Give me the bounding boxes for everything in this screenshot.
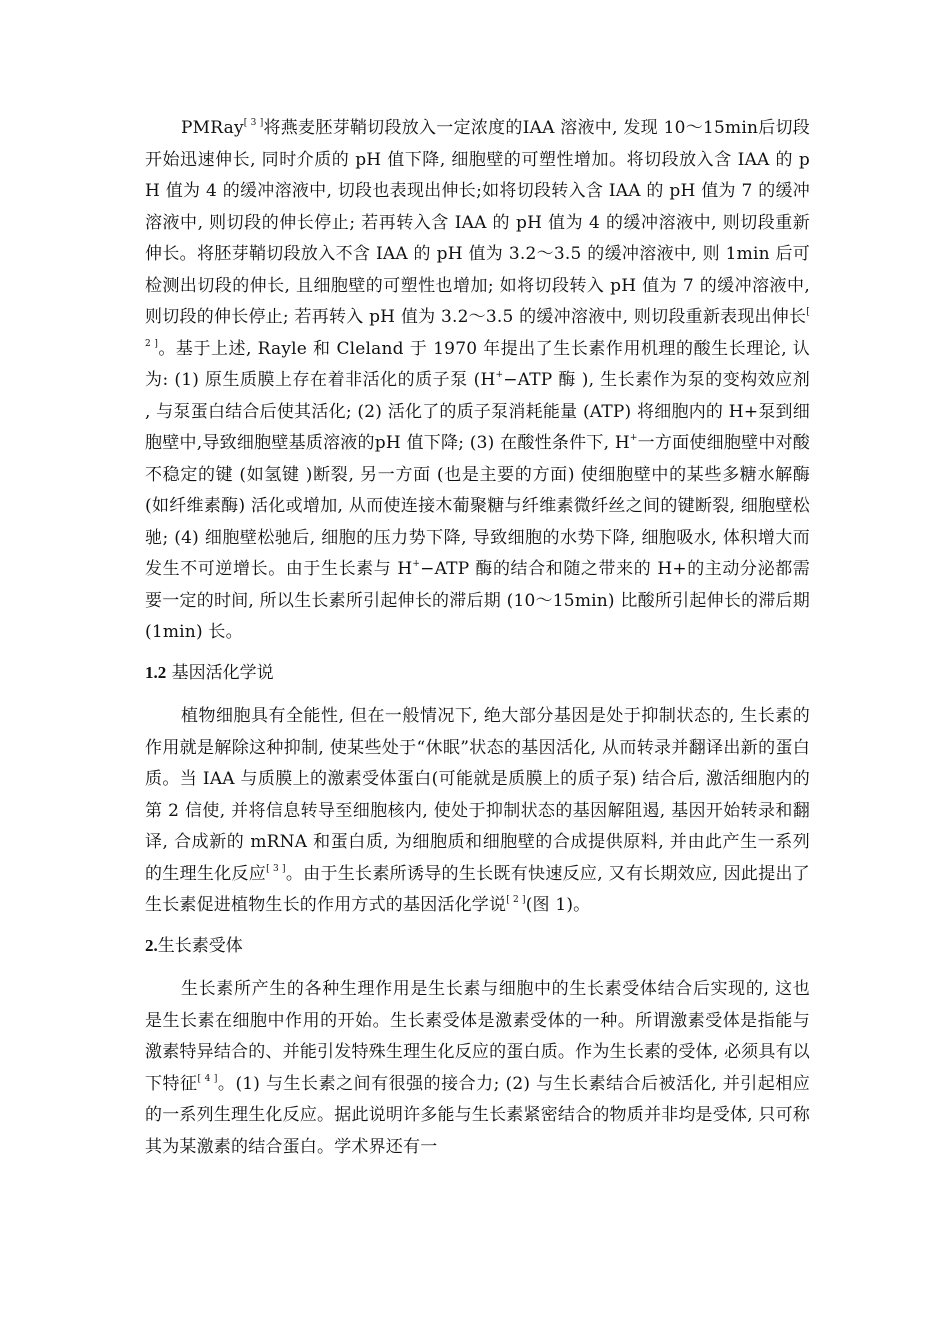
text-run: 。由于生长素所诱导的生长既有快速反应, 又有长期效应, 因此提出了生长素促进植物生长的作用方式的基因活化学说 bbox=[145, 863, 810, 915]
paragraph-acid-growth-theory bbox=[145, 113, 810, 649]
citation-ref: [ 3 ] bbox=[266, 863, 286, 874]
document-page bbox=[145, 113, 810, 1163]
paragraph-auxin-receptor bbox=[145, 974, 810, 1163]
text-run: (图 1)。 bbox=[525, 895, 591, 915]
section-heading-1-2 bbox=[145, 657, 810, 690]
text-run: 。基于上述, Rayle 和 Cleland 于 1970 年提出了生长素作用机理的酸生长理论, 认为: (1) 原生质膜上存在着非活化的质子泵 (H bbox=[145, 338, 811, 390]
citation-ref: [ 3 ] bbox=[243, 118, 264, 128]
section-number: 2. bbox=[145, 935, 158, 955]
text-run: −ATP 酶的结合和随之带来的 H+的主动分泌都需要一定的时间, 所以生长素所引起伸长的滞后期 (10～15min) 比酸所引起伸长的滞后期 (1min) 长。 bbox=[145, 559, 810, 642]
superscript-plus: + bbox=[412, 559, 421, 569]
section-heading-2 bbox=[145, 930, 810, 963]
superscript-plus: + bbox=[495, 370, 504, 380]
paragraph-gene-activation bbox=[145, 701, 810, 922]
text-run: 生长素所产生的各种生理作用是生长素与细胞中的生长素受体结合后实现的, 这也是生长素在细胞中作用的开始。生长素受体是激素受体的一种。所谓激素受体是指能与激素特异结合的、并能引发特殊生理生化反应的蛋白质。作为生长素的受体, 必须具有以下特征 bbox=[145, 979, 810, 1094]
citation-ref: [ 2 ] bbox=[145, 307, 810, 349]
text-run: 植物细胞具有全能性, 但在一般情况下, 绝大部分基因是处于抑制状态的, 生长素的作用就是解除这种抑制, 使某些处于“休眠”状态的基因活化, 从而转录并翻译出新的蛋白质。当 IAA 与质膜上的激素受体蛋白(可能就是质膜上的质子泵) 结合后, 激活细胞内的第 2 信使, 并将信息转导至细胞核内, 使处于抑制状态的基因解阻遏, 基因开始转录和翻译, 合成新的 mRNA 和蛋白质, 为细胞质和细胞壁的合成提供原料, 并由此产生一系列的生理生化反应 bbox=[145, 706, 810, 884]
text-run: 一方面使细胞壁中对酸不稳定的键 (如氢键 )断裂, 另一方面 (也是主要的方面) 使细胞壁中的某些多糖水解酶 (如纤维素酶) 活化或增加, 从而使连接木葡聚糖与纤维素微纤丝之间的键断裂, 细胞壁松驰; (4) 细胞壁松驰后, 细胞的压力势下降, 导致细胞的水势下降, 细胞吸水, 体积增大而发生不可逆增长。由于生长素与 H bbox=[145, 433, 811, 579]
section-title: 生长素受体 bbox=[157, 935, 243, 956]
superscript-plus: + bbox=[629, 433, 638, 443]
text-run: −ATP 酶 ), 生长素作为泵的变构效应剂 , 与泵蛋白结合后使其活化; (2) 活化了的质子泵消耗能量 (ATP) 将细胞内的 H+泵到细胞壁中,导致细胞壁基质溶液的pH 值下降; (3) 在酸性条件下, H bbox=[145, 370, 810, 453]
text-run: 将燕麦胚芽鞘切段放入一定浓度的IAA 溶液中, 发现 10～15min后切段开始迅速伸长, 同时介质的 pH 值下降, 细胞壁的可塑性增加。将切段放入含 IAA 的 pH 值为 4 的缓冲溶液中, 切段也表现出伸长;如将切段转入含 IAA 的 pH 值为 7 的缓冲溶液中, 则切段的伸长停止; 若再转入含 IAA 的 pH 值为 4 的缓冲溶液中, 则切段重新伸长。将胚芽鞘切段放入不含 IAA 的 pH 值为 3.2～3.5 的缓冲溶液中, 则 1min 后可检测出切段的伸长, 且细胞壁的可塑性也增加; 如将切段转入 pH 值为 7 的缓冲溶液中, 则切段的伸长停止; 若再转入 pH 值为 3.2～3.5 的缓冲溶液中, 则切段重新表现出伸长 bbox=[145, 118, 810, 327]
citation-ref: [ 2 ] bbox=[506, 895, 526, 905]
section-title: 基因活化学说 bbox=[166, 662, 274, 683]
text-run: PMRay bbox=[181, 118, 244, 138]
section-number: 1.2 bbox=[145, 662, 167, 682]
text-run: 。(1) 与生长素之间有很强的接合力; (2) 与生长素结合后被活化, 并引起相应的一系列生理生化反应。据此说明许多能与生长素紧密结合的物质并非均是受体, 只可称其为某激素的结合蛋白。学术界还有一 bbox=[145, 1073, 810, 1157]
citation-ref: [ 4 ] bbox=[197, 1073, 218, 1084]
